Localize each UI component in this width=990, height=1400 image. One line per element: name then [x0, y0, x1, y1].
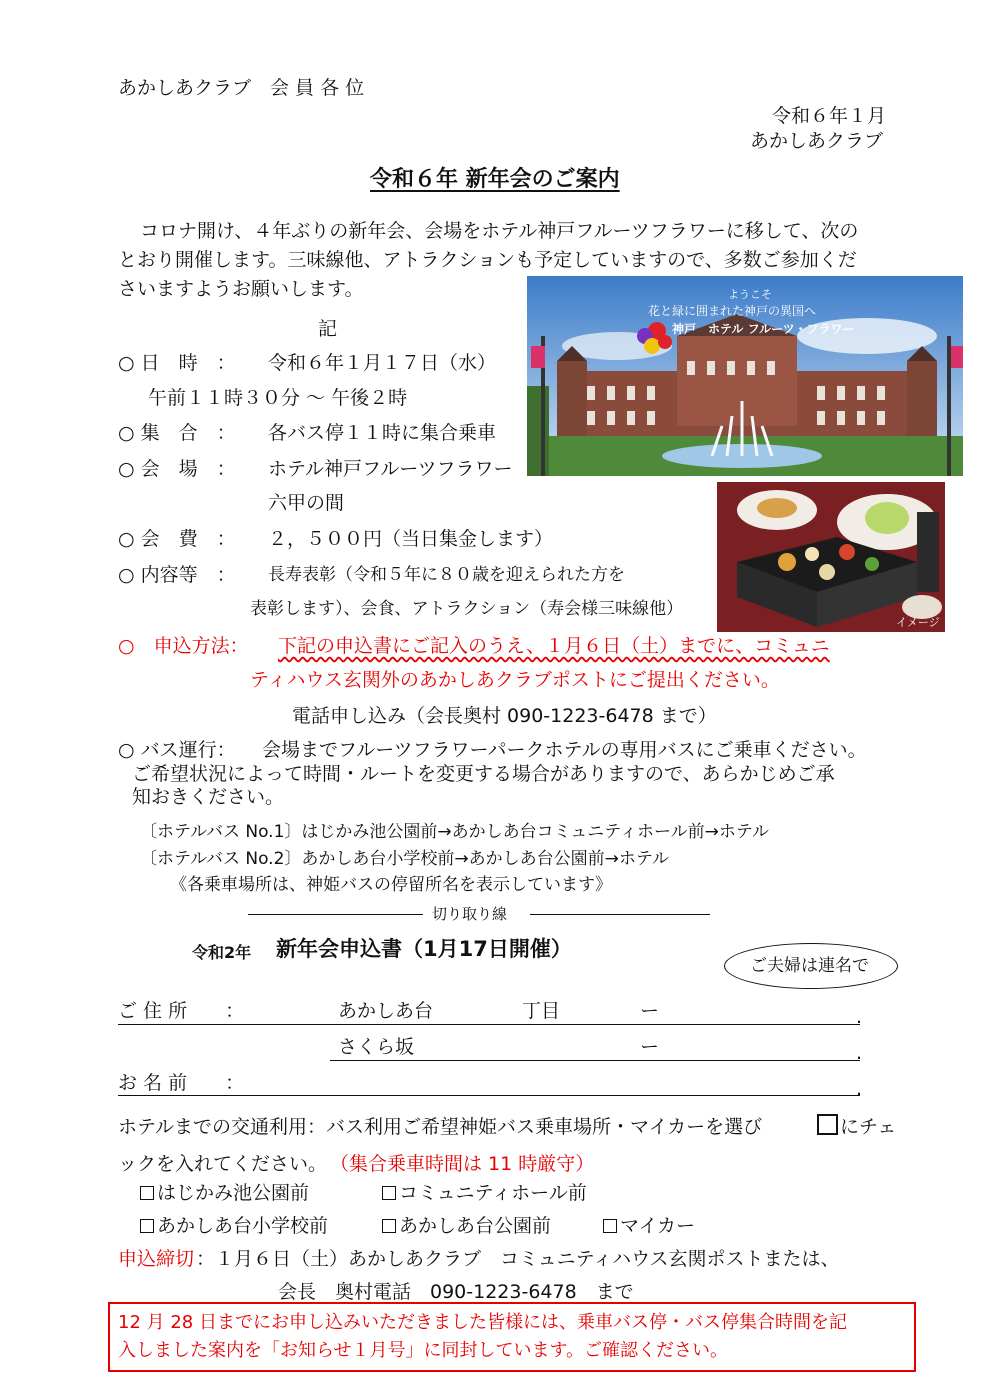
datetime-label: ○ 日 時 ： — [118, 352, 236, 374]
food-photo — [717, 482, 945, 632]
apply-label: ○ 申込方法： — [118, 635, 249, 657]
couple-note: ご夫婦は連名で — [750, 956, 869, 976]
cut-line-right — [530, 914, 710, 915]
ki-mark: 記 — [318, 318, 338, 340]
checkbox-icon[interactable] — [382, 1186, 396, 1200]
checkbox-icon[interactable] — [382, 1219, 396, 1233]
option-park[interactable]: あかしあ台公園前 — [382, 1213, 551, 1239]
meet-value: 各バス停１１時に集合乗車 — [268, 422, 497, 444]
photo-hotel-name: 神戸 ホテル フルーツ・フラワー — [672, 322, 855, 336]
address-chome: 丁目 — [522, 1000, 561, 1022]
transport-line-1a: ホテルまでの交通利用：バス利用ご希望神姫バス乗車場所・マイカーを選び — [118, 1116, 763, 1138]
intro-line-1: コロナ開け、４年ぶりの新年会、会場をホテル神戸フルーツフラワーに移して、次の — [140, 220, 859, 242]
bus-route-2: 〔ホテルバス No.2〕あかしあ台小学校前→あかしあ台公園前→ホテル — [140, 849, 670, 869]
deadline-text: ：１月６日（土）あかしあクラブ コミュニティハウス玄関ポストまたは、 — [196, 1248, 840, 1270]
option-elementary-school[interactable]: あかしあ台小学校前 — [140, 1213, 328, 1239]
address-dash-2: ー — [640, 1036, 660, 1058]
deadline-label: 申込締切 — [118, 1248, 195, 1270]
option-my-car[interactable]: マイカー — [603, 1213, 695, 1239]
option-community-hall[interactable]: コミュニティホール前 — [382, 1180, 587, 1206]
content-label: ○ 内容等 ： — [118, 564, 236, 586]
fee-label: ○ 会 費 ： — [118, 528, 236, 550]
name-period: . — [856, 1078, 863, 1100]
address-period-1: . — [856, 1006, 863, 1028]
food-caption: イメージ — [896, 616, 940, 629]
form-title-prefix: 令和2年 — [192, 943, 252, 962]
bus-line-1: 会場までフルーツフラワーパークホテルの専用バスにご乗車ください。 — [262, 739, 867, 761]
name-underline[interactable] — [118, 1095, 860, 1096]
addressee: あかしあクラブ 会 員 各 位 — [118, 77, 365, 99]
issue-date: 令和６年１月 — [772, 105, 887, 127]
address-underline-2[interactable] — [330, 1060, 860, 1061]
bus-line-2: ご希望状況によって時間・ルートを変更する場合がありますので、あらかじめご承 — [132, 763, 835, 785]
name-label: お 名 前 ： — [118, 1072, 245, 1094]
address-label: ご 住 所 ： — [118, 1000, 245, 1022]
content-value-2: 表彰します）、会食、アトラクション（寿会様三味線他） — [250, 599, 684, 619]
bus-note: 《各乗車場所は、神姫バスの停留所名を表示しています》 — [170, 875, 612, 895]
address-dash-1: ー — [640, 1000, 660, 1022]
fee-value: ２，５００円（当日集金します） — [268, 528, 554, 550]
transport-checkbox-sample — [815, 1114, 840, 1140]
photo-welcome: ようこそ — [728, 288, 772, 301]
bus-line-3: 知おきください。 — [132, 786, 285, 808]
venue-value: ホテル神戸フルーツフラワー — [268, 458, 513, 480]
transport-line-2: ックを入れてください。 — [118, 1153, 328, 1175]
checkbox-icon[interactable] — [140, 1219, 154, 1233]
address-underline-1[interactable] — [118, 1024, 860, 1025]
transport-line-1b: にチェ — [840, 1116, 897, 1138]
address-area-2: さくら坂 — [338, 1036, 415, 1058]
transport-line-2-red: （集合乗車時間は 11 時厳守） — [330, 1153, 595, 1175]
page-title: 令和６年 新年会のご案内 — [370, 167, 620, 192]
datetime-value: 令和６年１月１７日（水） — [268, 352, 497, 374]
photo-tagline: 花と緑に囲まれた神戸の異国へ — [648, 304, 817, 318]
cut-line-left — [248, 914, 423, 915]
content-value-1: 長寿表彰（令和５年に８０歳を迎えられた方を — [268, 565, 625, 585]
deadline-phone: 会長 奥村電話 090-1223-6478 まで — [278, 1281, 634, 1303]
bento-illustration — [717, 482, 945, 632]
notice-line-2: 入しました案内を「お知らせ１月号」に同封しています。ご確認ください。 — [118, 1340, 729, 1361]
address-period-2: . — [856, 1042, 863, 1064]
form-title: 新年会申込書（1月17日開催） — [276, 937, 572, 961]
venue-room: 六甲の間 — [268, 492, 345, 514]
intro-line-2: とおり開催します。三味線他、アトラクションも予定していますので、多数ご参加くだ — [118, 249, 857, 271]
address-area: あかしあ台 — [338, 1000, 434, 1022]
apply-line-1: 下記の申込書にご記入のうえ、１月６日（土）までに、コミュニ — [278, 635, 830, 657]
checkbox-icon[interactable] — [140, 1186, 154, 1200]
sender: あかしあクラブ — [750, 130, 884, 152]
option-hajikami[interactable]: はじかみ池公園前 — [140, 1180, 309, 1206]
intro-line-3: さいますようお願いします。 — [118, 278, 364, 300]
apply-line-2: ティハウス玄関外のあかしあクラブポストにご提出ください。 — [250, 669, 780, 691]
notice-line-1: 12 月 28 日までにお申し込みいただきました皆様には、乗車バス停・バス停集合時間を記 — [118, 1312, 847, 1333]
bus-route-1: 〔ホテルバス No.1〕はじかみ池公園前→あかしあ台コミュニティホール前→ホテル — [140, 822, 769, 842]
apply-phone: 電話申し込み（会長奥村 090-1223-6478 まで） — [292, 705, 717, 727]
bus-label: ○ バス運行： — [118, 739, 236, 761]
checkbox-icon[interactable] — [603, 1219, 617, 1233]
venue-label: ○ 会 場 ： — [118, 458, 236, 480]
cut-line-label: 切り取り線 — [432, 905, 508, 923]
time-value: 午前１１時３０分 ～ 午後２時 — [148, 387, 408, 409]
meet-label: ○ 集 合 ： — [118, 422, 236, 444]
